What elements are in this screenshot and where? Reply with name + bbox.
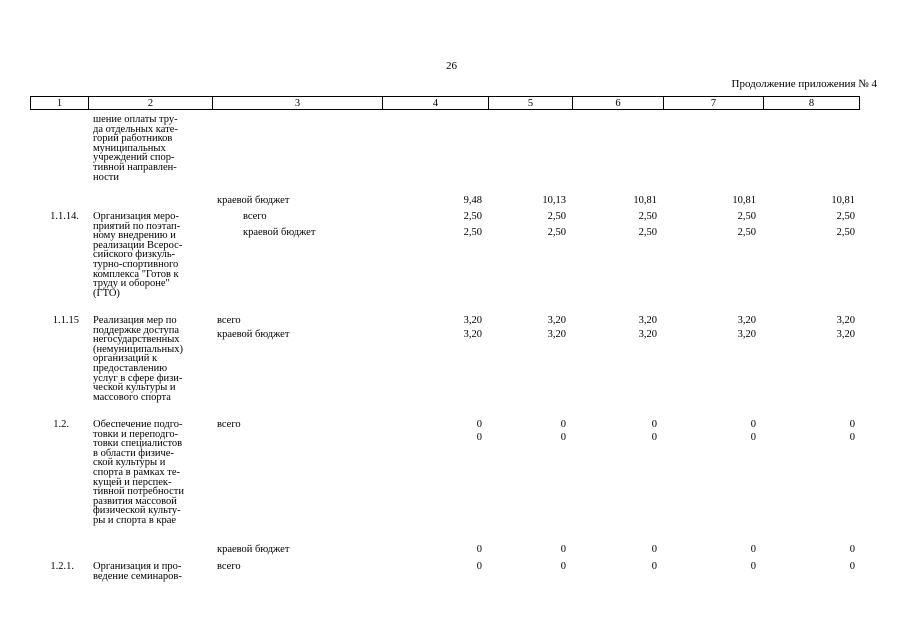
header-col-2: 2 [88, 96, 213, 110]
source-label: краевой бюджет [243, 227, 316, 238]
value-col7: 10,81 [732, 195, 756, 206]
value-col8: 0 [849, 561, 855, 572]
value-col5: 0 [560, 419, 566, 430]
source-label: краевой бюджет [217, 195, 290, 206]
value-col7: 0 [750, 544, 756, 555]
value-col7: 3,20 [737, 329, 756, 340]
value-col5: 3,20 [547, 315, 566, 326]
row-code: 1.1.15 [52, 315, 79, 326]
header-col-1: 1 [30, 96, 89, 110]
value-col4: 9,48 [463, 195, 482, 206]
value-col6: 3,20 [638, 329, 657, 340]
value-col8: 3,20 [836, 329, 855, 340]
header-col-7: 7 [663, 96, 764, 110]
value-col5: 10,13 [542, 195, 566, 206]
value-col5: 0 [560, 561, 566, 572]
row-code: 1.2. [53, 419, 69, 430]
source-label: всего [217, 561, 241, 572]
value-col8: 2,50 [836, 211, 855, 222]
source-label: всего [217, 315, 241, 326]
header-col-5: 5 [488, 96, 573, 110]
value-col8: 10,81 [831, 195, 855, 206]
value-col4: 2,50 [463, 211, 482, 222]
value-col6: 2,50 [638, 211, 657, 222]
value-col8: 3,20 [836, 315, 855, 326]
value-col5: 0 [560, 432, 566, 443]
value-col4: 2,50 [463, 227, 482, 238]
source-label: краевой бюджет [217, 329, 290, 340]
value-col6: 0 [651, 561, 657, 572]
continuation-label: Продолжение приложения № 4 [731, 78, 877, 90]
value-col5: 2,50 [547, 227, 566, 238]
value-col4: 0 [476, 561, 482, 572]
value-col8: 0 [849, 419, 855, 430]
source-label: краевой бюджет [217, 544, 290, 555]
table-header [30, 96, 860, 112]
row-name-fragment: шение оплаты тру- да отдельных кате- горий работников муниципальных учреждений спор- тивной направлен- ности [93, 114, 178, 183]
value-col4: 3,20 [463, 329, 482, 340]
value-col5: 0 [560, 544, 566, 555]
value-col7: 3,20 [737, 315, 756, 326]
source-label: всего [217, 419, 241, 430]
value-col7: 0 [750, 561, 756, 572]
value-col5: 3,20 [547, 329, 566, 340]
value-col7: 0 [750, 419, 756, 430]
value-col7: 0 [750, 432, 756, 443]
row-code: 1.1.14. [50, 211, 79, 222]
header-col-4: 4 [382, 96, 489, 110]
row-code: 1.2.1. [50, 561, 74, 572]
row-name: Обеспечение подго- товки и переподго- товки специалистов в области физиче- ской культуры и спорта в рамках те- кущей и перспек- тивной потребности развития массовой физической культу- ры и спорта в крае [93, 419, 184, 526]
value-col6: 0 [651, 419, 657, 430]
value-col6: 0 [651, 432, 657, 443]
row-name: Организация и про- ведение семинаров- [93, 561, 182, 582]
value-col4: 3,20 [463, 315, 482, 326]
value-col4: 0 [476, 432, 482, 443]
header-col-8: 8 [763, 96, 860, 110]
value-col6: 2,50 [638, 227, 657, 238]
source-label: всего [243, 211, 267, 222]
row-name: Реализация мер по поддержке доступа негосударственных (немуниципальных) организаций к предоставлению услуг в сфере физи- ческой культуры и массового спорта [93, 315, 183, 403]
value-col6: 0 [651, 544, 657, 555]
value-col8: 2,50 [836, 227, 855, 238]
value-col8: 0 [849, 544, 855, 555]
value-col4: 0 [476, 544, 482, 555]
value-col7: 2,50 [737, 227, 756, 238]
value-col8: 0 [849, 432, 855, 443]
value-col4: 0 [476, 419, 482, 430]
header-col-3: 3 [212, 96, 383, 110]
row-name: Организация меро- приятий по поэтап- ному внедрению и реализации Всерос- сийского физкуль- турно-спортивного комплекса "Готов к труду и обороне" (ГТО) [93, 211, 183, 299]
header-col-6: 6 [572, 96, 664, 110]
value-col6: 3,20 [638, 315, 657, 326]
value-col6: 10,81 [633, 195, 657, 206]
value-col5: 2,50 [547, 211, 566, 222]
value-col7: 2,50 [737, 211, 756, 222]
page-number: 26 [446, 60, 457, 72]
